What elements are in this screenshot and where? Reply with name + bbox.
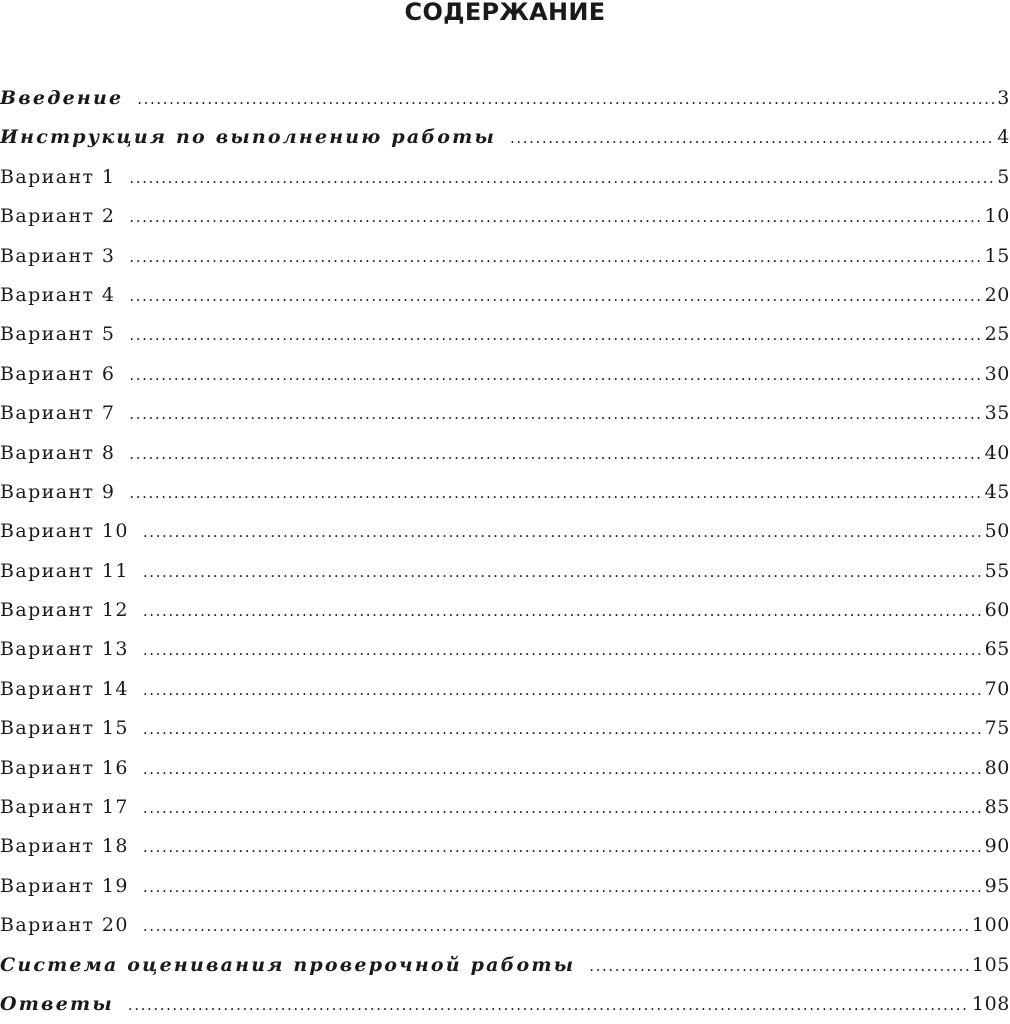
toc-entry-page-number: 75: [984, 717, 1010, 740]
toc-entry-label: Вариант 11: [0, 559, 129, 582]
dot-leader: [589, 947, 970, 985]
dot-leader: [143, 710, 983, 748]
page-title: СОДЕРЖАНИЕ: [404, 0, 606, 26]
dot-leader: [129, 159, 995, 197]
dot-leader: [143, 631, 983, 669]
toc-entry[interactable]: [0, 867, 1010, 906]
dot-leader: [143, 907, 970, 945]
toc-entry[interactable]: [0, 591, 1010, 630]
toc-entry-label: Вариант 5: [0, 323, 116, 346]
toc-entry-label: Вариант 1: [0, 165, 116, 188]
dot-leader: [143, 671, 983, 709]
toc-entry-label: Вариант 6: [0, 362, 116, 385]
toc-entry-page-number: 10: [984, 205, 1010, 228]
dot-leader: [143, 868, 983, 906]
toc-entry-label: Ответы: [0, 992, 114, 1015]
toc-entry-page-number: 55: [984, 559, 1010, 582]
toc-entry-page-number: 108: [971, 992, 1010, 1015]
dot-leader: [129, 316, 982, 354]
toc-entry-label: Вариант 10: [0, 520, 129, 543]
dot-leader: [129, 198, 982, 236]
dot-leader: [129, 474, 982, 512]
toc-entry-page-number: 60: [984, 599, 1010, 622]
dot-leader: [143, 592, 983, 630]
dot-leader: [129, 395, 982, 433]
dot-leader: [129, 238, 982, 276]
toc-entry[interactable]: [0, 237, 1010, 276]
toc-entry[interactable]: [0, 552, 1010, 591]
toc-entry[interactable]: [0, 276, 1010, 315]
toc-entry[interactable]: [0, 355, 1010, 394]
toc-entry[interactable]: [0, 709, 1010, 748]
toc-entry-label: Вариант 8: [0, 441, 116, 464]
toc-entry[interactable]: [0, 473, 1010, 512]
toc-entry[interactable]: [0, 158, 1010, 197]
toc-entry-label: Вариант 17: [0, 796, 129, 819]
toc-entry[interactable]: [0, 434, 1010, 473]
dot-leader: [143, 553, 983, 591]
toc-entry-page-number: 80: [984, 756, 1010, 779]
dot-leader: [129, 277, 982, 315]
toc-entry[interactable]: [0, 315, 1010, 354]
table-of-contents: [0, 79, 1010, 1024]
dot-leader: [143, 828, 983, 866]
dot-leader: [137, 80, 995, 118]
toc-entry-page-number: 15: [984, 244, 1010, 267]
toc-entry-page-number: 100: [971, 914, 1010, 937]
dot-leader: [143, 789, 983, 827]
toc-entry-label: Вариант 19: [0, 874, 129, 897]
toc-entry[interactable]: [0, 827, 1010, 866]
toc-entry-label: Введение: [0, 87, 124, 109]
toc-entry-page-number: 45: [984, 480, 1010, 503]
toc-entry-label: Вариант 9: [0, 480, 116, 503]
toc-entry-label: Вариант 7: [0, 402, 116, 425]
toc-entry-label: Вариант 14: [0, 677, 129, 700]
toc-entry-label: Вариант 4: [0, 283, 116, 306]
toc-entry[interactable]: [0, 118, 1010, 157]
toc-entry-label: Система оценивания проверочной работы: [0, 953, 576, 976]
dot-leader: [143, 513, 983, 551]
toc-entry-page-number: 35: [984, 402, 1010, 425]
toc-entry-page-number: 50: [984, 520, 1010, 543]
toc-entry-page-number: 25: [984, 323, 1010, 346]
toc-entry-label: Вариант 20: [0, 914, 129, 937]
dot-leader: [128, 986, 970, 1024]
toc-entry[interactable]: [0, 749, 1010, 788]
toc-entry[interactable]: [0, 79, 1010, 118]
toc-entry[interactable]: [0, 985, 1010, 1024]
toc-entry[interactable]: [0, 630, 1010, 669]
dot-leader: [129, 356, 982, 394]
toc-entry-page-number: 3: [997, 87, 1010, 109]
toc-entry[interactable]: [0, 670, 1010, 709]
toc-entry-label: Вариант 13: [0, 638, 129, 661]
toc-entry-page-number: 70: [984, 677, 1010, 700]
dot-leader: [129, 435, 982, 473]
toc-entry-page-number: 105: [971, 953, 1010, 976]
toc-entry-page-number: 20: [984, 283, 1010, 306]
toc-entry-label: Вариант 3: [0, 244, 116, 267]
toc-entry-label: Вариант 15: [0, 717, 129, 740]
toc-entry-page-number: 30: [984, 362, 1010, 385]
toc-entry-label: Инструкция по выполнению работы: [0, 126, 496, 149]
toc-entry-page-number: 90: [984, 835, 1010, 858]
toc-entry-label: Вариант 12: [0, 599, 129, 622]
dot-leader: [510, 119, 995, 157]
toc-entry-page-number: 65: [984, 638, 1010, 661]
toc-entry-label: Вариант 18: [0, 835, 129, 858]
toc-entry[interactable]: [0, 946, 1010, 985]
toc-entry[interactable]: [0, 788, 1010, 827]
toc-entry[interactable]: [0, 394, 1010, 433]
toc-entry-page-number: 95: [984, 874, 1010, 897]
toc-entry[interactable]: [0, 906, 1010, 945]
toc-entry-page-number: 5: [997, 165, 1010, 188]
toc-entry-label: Вариант 16: [0, 756, 129, 779]
toc-entry-page-number: 40: [984, 441, 1010, 464]
toc-entry-page-number: 4: [997, 126, 1010, 149]
dot-leader: [143, 750, 983, 788]
toc-entry[interactable]: [0, 197, 1010, 236]
toc-entry[interactable]: [0, 512, 1010, 551]
toc-entry-label: Вариант 2: [0, 205, 116, 228]
toc-entry-page-number: 85: [984, 796, 1010, 819]
